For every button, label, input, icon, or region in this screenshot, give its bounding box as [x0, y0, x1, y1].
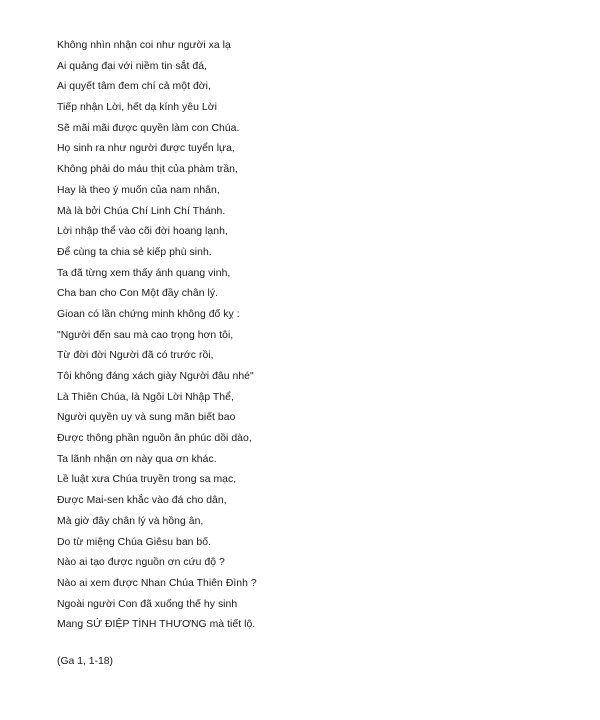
- poem-line: Người quyền uy và sung mãn biết bao: [57, 412, 236, 424]
- poem-line: Gioan có lần chứng minh không đố kỵ :: [57, 308, 240, 320]
- poem-line: Được thông phần nguồn ân phúc dồi dào,: [57, 433, 252, 445]
- poem-line: Hay là theo ý muốn của nam nhân,: [57, 184, 220, 196]
- poem-line: Họ sinh ra như người được tuyển lựa,: [57, 143, 235, 155]
- poem-line: Mang SỨ ĐIỆP TÌNH THƯƠNG mà tiết lộ.: [57, 619, 256, 631]
- poem-line: Sẽ mãi mãi được quyền làm con Chúa.: [57, 122, 240, 134]
- poem-line: Nào ai tạo được nguồn ơn cứu độ ?: [57, 557, 225, 569]
- scripture-reference: (Ga 1, 1-18): [57, 656, 114, 667]
- poem-line: Ta đã từng xem thấy ánh quang vinh,: [57, 267, 231, 279]
- poem-line: Ai quảng đại với niềm tin sắt đá,: [57, 60, 207, 72]
- poem-line: Do từ miệng Chúa Giêsu ban bố.: [57, 536, 212, 548]
- poem-line: Mà là bởi Chúa Chí Linh Chí Thánh.: [57, 205, 226, 217]
- poem-line: Lời nhập thể vào cõi đời hoang lạnh,: [57, 226, 228, 238]
- poem-line: Cha ban cho Con Một đầy chân lý.: [57, 288, 219, 300]
- poem-line: Ngoài người Con đã xuống thế hy sinh: [57, 598, 238, 610]
- poem-line: Nào ai xem được Nhan Chúa Thiên Đình ?: [57, 577, 257, 589]
- poem-line: Là Thiên Chúa, là Ngôi Lời Nhập Thể,: [57, 391, 234, 403]
- poem-line: Mà giờ đây chân lý và hồng ân,: [57, 515, 204, 527]
- poem-line: Ai quyết tâm đem chí cả một đời,: [57, 81, 211, 93]
- poem-line: Ta lãnh nhận ơn này qua ơn khác.: [57, 453, 217, 465]
- poem-line: Lề luật xưa Chúa truyền trong sa mạc,: [57, 474, 237, 486]
- poem-body: [57, 36, 557, 636]
- poem-line: Tôi không đáng xách giày Người đâu nhé": [57, 371, 254, 382]
- poem-line: "Người đến sau mà cao trọng hơn tôi,: [57, 329, 234, 341]
- poem-line: Không phải do máu thịt của phàm trần,: [57, 164, 238, 176]
- poem-line: Không nhìn nhận coi như người xa lạ: [57, 40, 231, 51]
- poem-line: Từ đời đời Người đã có trước rồi,: [57, 350, 214, 362]
- poem-line: Được Mai-sen khắc vào đá cho dân,: [57, 495, 227, 507]
- poem-line: Để cùng ta chia sẻ kiếp phù sinh.: [57, 246, 212, 258]
- poem-line: Tiếp nhận Lời, hết dạ kính yêu Lời: [57, 102, 217, 114]
